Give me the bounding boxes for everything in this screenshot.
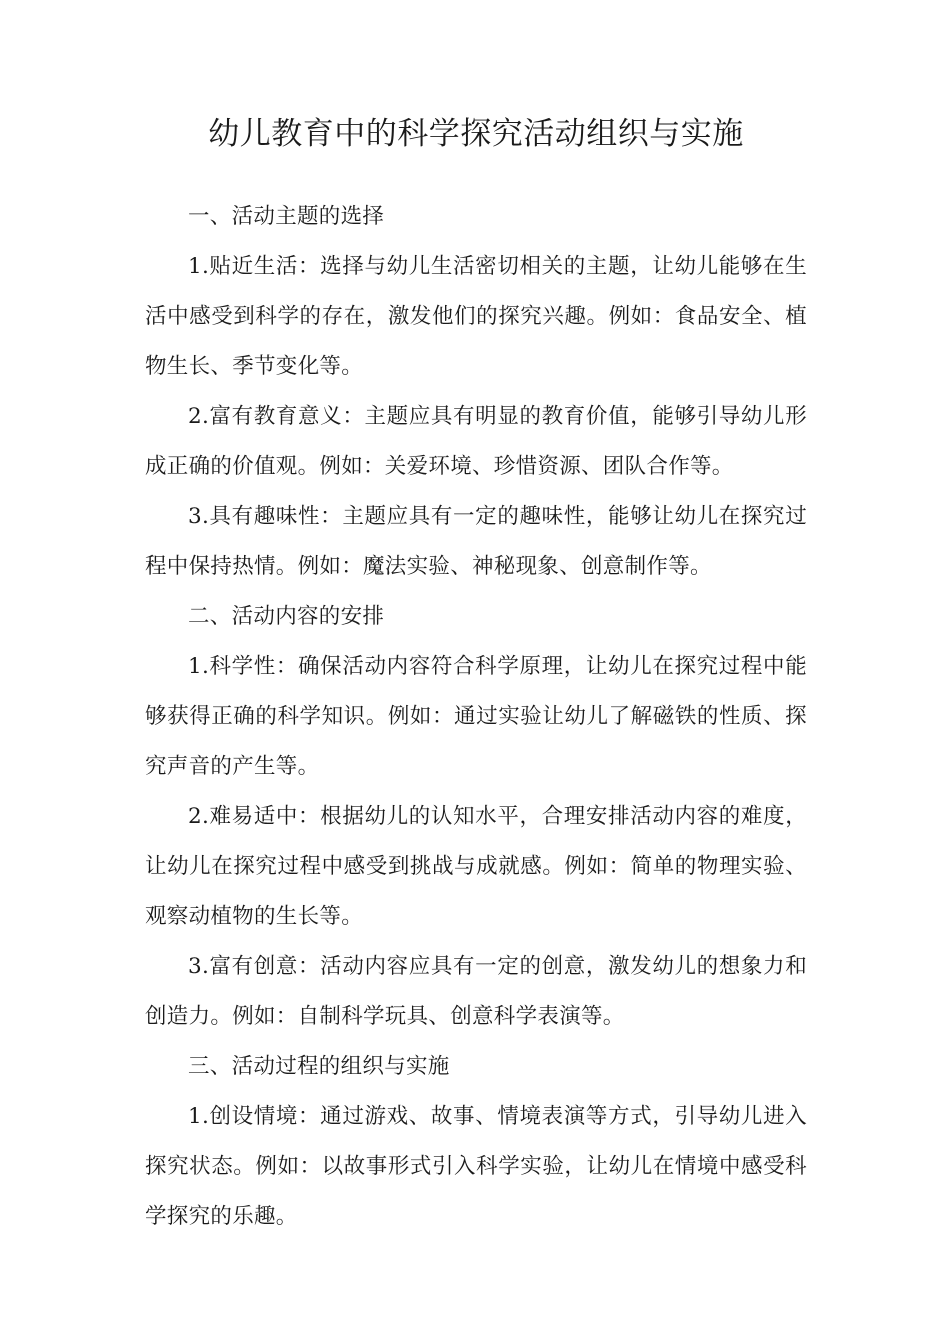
paragraph: 3.具有趣味性：主题应具有一定的趣味性，能够让幼儿在探究过程中保持热情。例如：魔法实验、神秘现象、创意制作等。 (145, 504, 807, 579)
paragraph: 1.创设情境：通过游戏、故事、情境表演等方式，引导幼儿进入探究状态。例如：以故事形式引入科学实验，让幼儿在情境中感受科学探究的乐趣。 (145, 1104, 807, 1229)
section-heading-3: 三、活动过程的组织与实施 (188, 1054, 450, 1079)
document-title: 幼儿教育中的科学探究活动组织与实施 (208, 116, 744, 152)
section-heading-1: 一、活动主题的选择 (188, 204, 385, 229)
section-heading-2: 二、活动内容的安排 (188, 604, 385, 629)
paragraph: 3.富有创意：活动内容应具有一定的创意，激发幼儿的想象力和创造力。例如：自制科学玩具、创意科学表演等。 (145, 954, 807, 1029)
paragraph: 1.贴近生活：选择与幼儿生活密切相关的主题，让幼儿能够在生活中感受到科学的存在，激发他们的探究兴趣。例如：食品安全、植物生长、季节变化等。 (145, 254, 807, 379)
paragraph: 2.难易适中：根据幼儿的认知水平，合理安排活动内容的难度，让幼儿在探究过程中感受到挑战与成就感。例如：简单的物理实验、观察动植物的生长等。 (145, 804, 807, 929)
paragraph: 1.科学性：确保活动内容符合科学原理，让幼儿在探究过程中能够获得正确的科学知识。例如：通过实验让幼儿了解磁铁的性质、探究声音的产生等。 (145, 654, 807, 779)
paragraph: 2.富有教育意义：主题应具有明显的教育价值，能够引导幼儿形成正确的价值观。例如：关爱环境、珍惜资源、团队合作等。 (145, 404, 807, 479)
